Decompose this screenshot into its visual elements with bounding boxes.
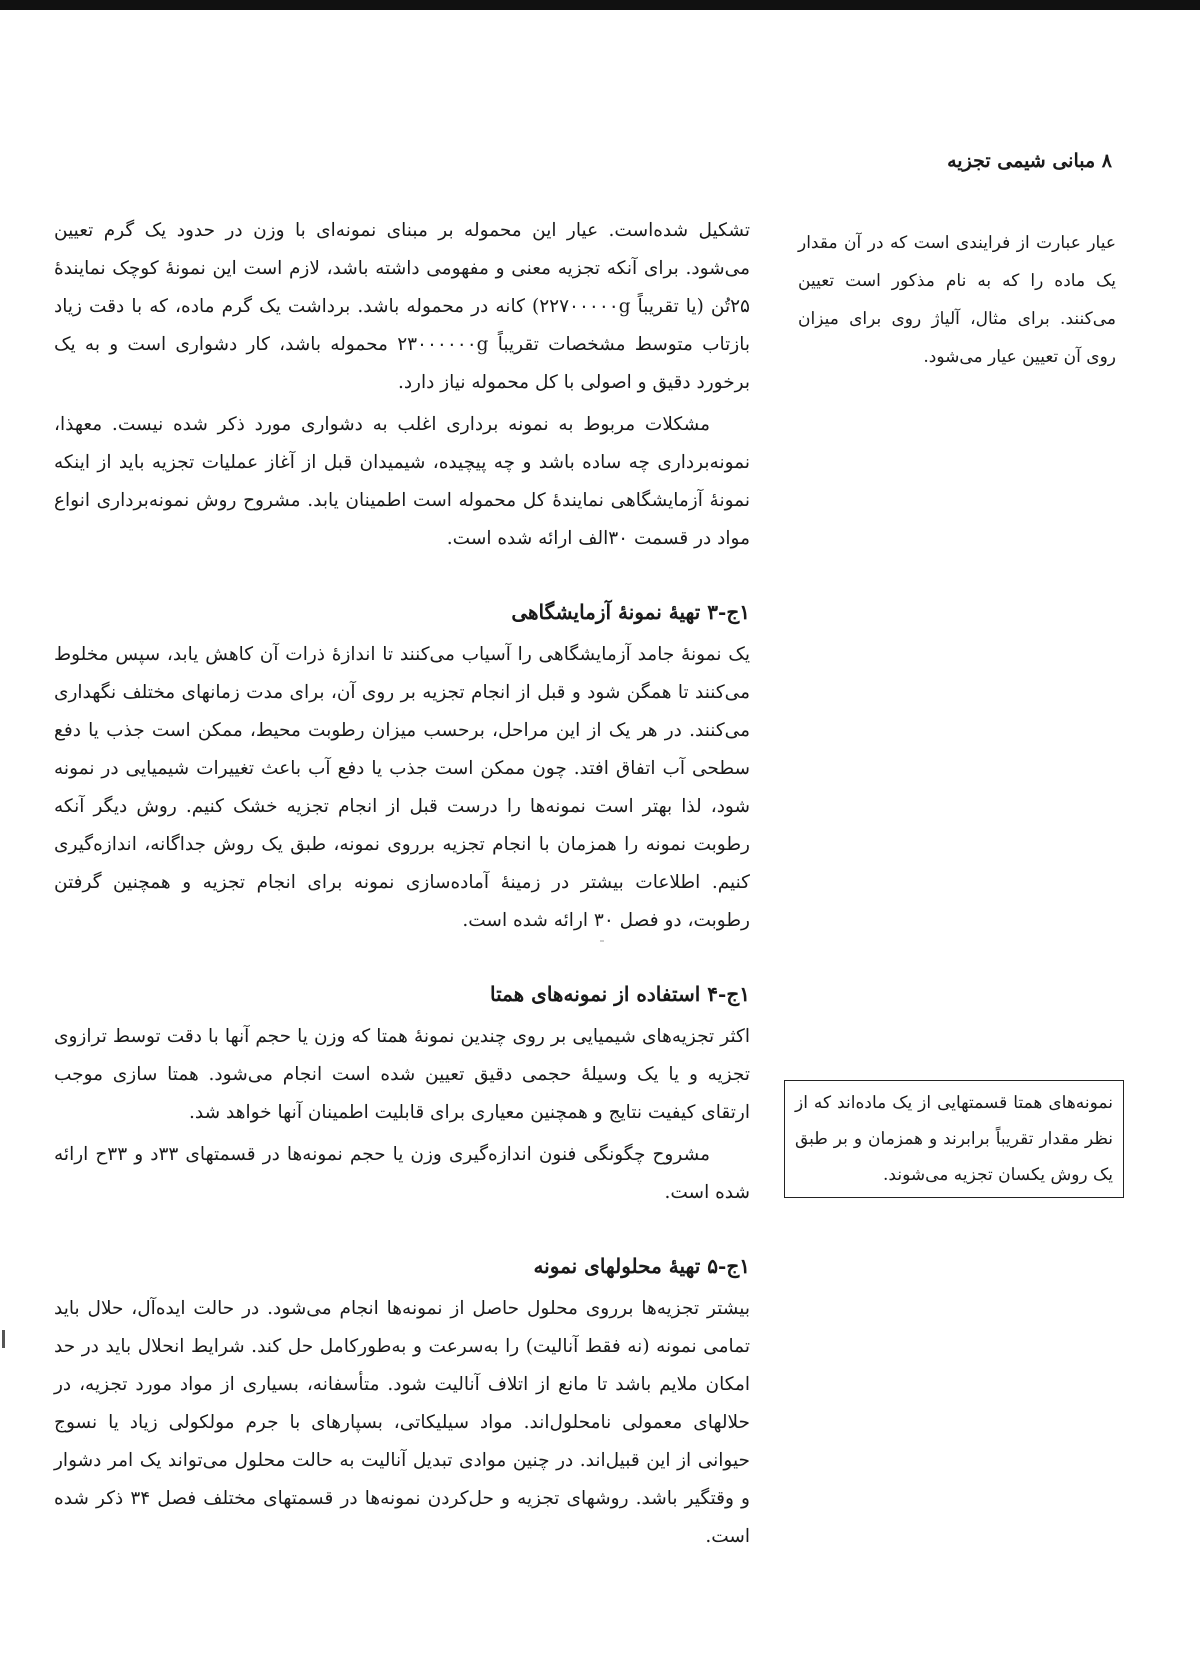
section-heading-replicate-samples: ۱ج-۴ استفاده از نمونه‌های همتا	[489, 982, 750, 1006]
paragraph-replicate-reference: مشروح چگونگی فنون اندازه‌گیری وزن یا حجم نمونه‌ها در قسمتهای ۳۳د و ۳۳ح ارائه شده است.	[54, 1144, 750, 1203]
paragraph-sampling-mass: تشکیل شده‌است. عیار این محموله بر مبنای نمونه‌ای با وزن در حدود یک گرم تعیین می‌شود. برای آنکه تجزیه معنی و مفهومی داشته باشد، لازم است این نمونهٔ کوچک نمایندهٔ ۲۵تُن (یا تقریباً ۲۲۷۰۰۰۰۰g) کانه در محموله باشد. برداشت یک گرم ماده، که با دقت زیاد بازتاب متوسط مشخصات تقریباً ۲۳۰۰۰۰۰۰g محموله باشد، کار دشواری است و به یک برخورد دقیق و اصولی با کل محموله نیاز دارد.	[54, 220, 750, 393]
main-text-column	[54, 212, 750, 1560]
paragraph-replicate-samples: اکثر تجزیه‌های شیمیایی بر روی چندین نمونهٔ همتا که وزن یا حجم آنها با دقت توسط ترازوی تجزیه و یا یک وسیلهٔ حجمی دقیق تعیین شده است انجام می‌شود. همتا سازی موجب ارتقای کیفیت نتایج و همچنین معیاری برای قابلیت اطمینان آنها خواهد شد.	[54, 1026, 750, 1123]
top-border-rule	[0, 0, 1200, 10]
margin-note-replicates-box: نمونه‌های همتا قسمتهایی از یک ماده‌اند که از نظر مقدار تقریباً برابرند و همزمان و بر طبق یک روش یکسان تجزیه می‌شوند.	[784, 1080, 1124, 1198]
paragraph-lab-sample: یک نمونهٔ جامد آزمایشگاهی را آسیاب می‌کنند تا اندازهٔ ذرات آن کاهش یابد، سپس مخلوط می‌کنند تا همگن شود و قبل از انجام تجزیه بر روی آن، برای مدت زمانهای مختلف نگهداری می‌کنند. در هر یک از این مراحل، برحسب میزان رطوبت محیط، ممکن است جذب یا دفع سطحی آب اتفاق افتد. چون ممکن است جذب یا دفع آب باعث تغییرات شیمیایی در نمونه شود، لذا بهتر است نمونه‌ها را درست قبل از انجام تجزیه خشک کنیم. روش دیگر آنکه رطوبت نمونه را همزمان با انجام تجزیه برروی نمونه، طبق یک روش جداگانه، اندازه‌گیری کنیم. اطلاعات بیشتر در زمینهٔ آماده‌سازی نمونه برای انجام تجزیه و همچنین گرفتن رطوبت، دو فصل ۳۰ ارائه شده است.	[54, 644, 750, 931]
section-heading-sample-solutions: ۱ج-۵ تهیهٔ محلولهای نمونه	[533, 1254, 750, 1278]
scan-speck	[600, 940, 604, 942]
paragraph-sampling-problems: مشکلات مربوط به نمونه برداری اغلب به دشواری مورد ذکر شده نیست. معهذا، نمونه‌برداری چه ساده باشد و چه پیچیده، شیمیدان قبل از آغاز عملیات تجزیه باید از اینکه نمونهٔ آزمایشگاهی نمایندهٔ کل محموله است اطمینان یابد. مشروح روش نمونه‌برداری انواع مواد در قسمت ۳۰الف ارائه شده است.	[54, 414, 750, 549]
scan-edge-mark	[2, 1330, 5, 1348]
margin-note-assay: عیار عبارت از فرایندی است که در آن مقدار یک ماده را که به نام مذکور است تعیین می‌کنند. برای مثال، آلیاژ روی برای میزان روی آن تعیین عیار می‌شود.	[798, 233, 1116, 367]
running-head: ۸ مبانی شیمی تجزیه	[947, 150, 1112, 172]
paragraph-sample-solutions: بیشتر تجزیه‌ها برروی محلول حاصل از نمونه‌ها انجام می‌شود. در حالت ایده‌آل، حلال باید تمامی نمونه (نه فقط آنالیت) را به‌سرعت و به‌طورکامل حل کند. شرایط انحلال باید در حد امکان ملایم باشد تا مانع از اتلاف آنالیت شود. متأسفانه، بسیاری از مواد مورد تجزیه، در حلالهای معمولی نامحلول‌اند. مواد سیلیکاتی، بسپارهای با جرم مولکولی زیاد یا نسوج حیوانی از این قبیل‌اند. در چنین موادی تبدیل آنالیت به حالت محلول می‌تواند یک امر دشوار و وقتگیر باشد. روشهای تجزیه و حل‌کردن نمونه‌ها در قسمتهای مختلف فصل ۳۴ ذکر شده است.	[54, 1298, 750, 1547]
section-heading-lab-sample: ۱ج-۳ تهیهٔ نمونهٔ آزمایشگاهی	[511, 600, 750, 624]
